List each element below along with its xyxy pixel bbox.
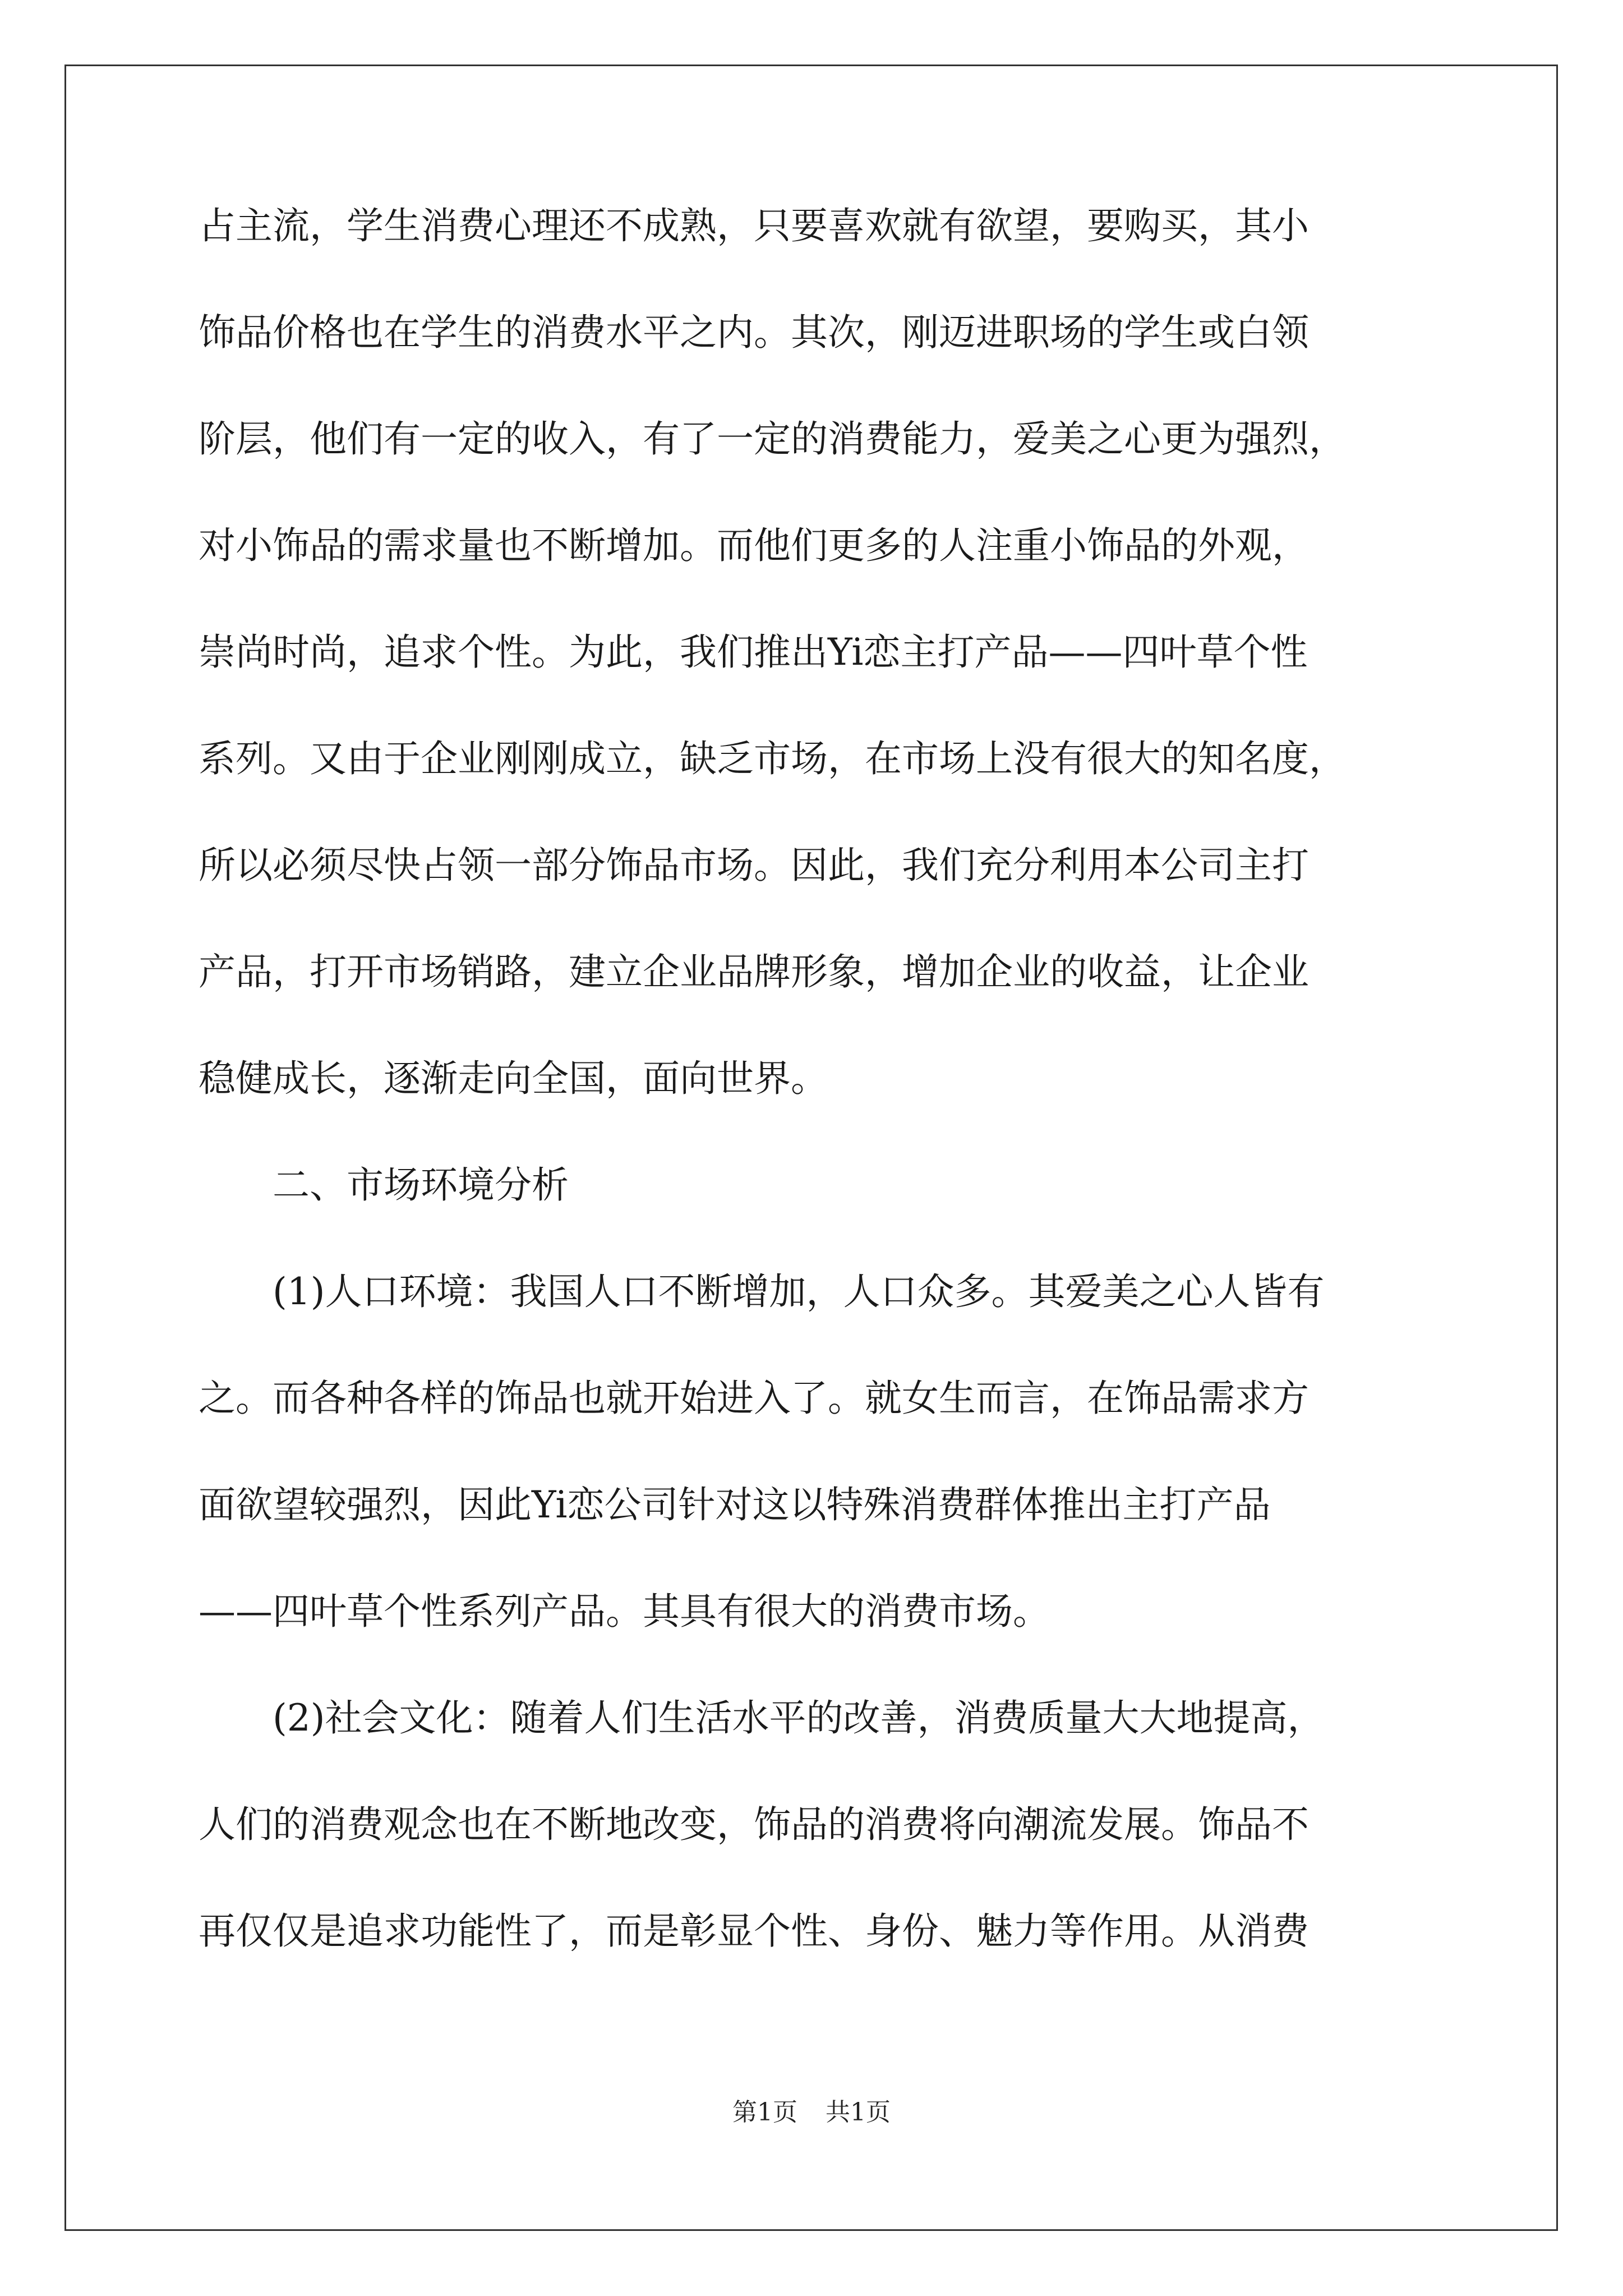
page-total: 共1页 (826, 2098, 891, 2127)
text-line: (1)人口环境：我国人口不断增加，人口众多。其爱美之心人皆有 (273, 1270, 1325, 1313)
text-line: 阶层，他们有一定的收入，有了一定的消费能力，爱美之心更为强烈， (199, 417, 1346, 461)
text-line: 再仅仅是追求功能性了，而是彰显个性、身份、魅力等作用。从消费 (199, 1910, 1309, 1953)
text-line: 崇尚时尚，追求个性。为此，我们推出Yi恋主打产品——四叶草个性 (199, 631, 1308, 674)
text-line: 之。而各种各样的饰品也就开始进入了。就女生而言，在饰品需求方 (199, 1377, 1309, 1420)
section-heading: 二、市场环境分析 (273, 1163, 569, 1207)
page-border (64, 65, 1558, 2231)
text-line: 占主流，学生消费心理还不成熟，只要喜欢就有欲望，要购买，其小 (199, 204, 1309, 247)
text-line: 人们的消费观念也在不断地改变，饰品的消费将向潮流发展。饰品不 (199, 1803, 1309, 1846)
text-line: 对小饰品的需求量也不断增加。而他们更多的人注重小饰品的外观， (199, 524, 1309, 567)
text-line: (2)社会文化：随着人们生活水平的改善，消费质量大大地提高， (273, 1696, 1325, 1740)
page-footer (0, 2097, 1623, 2128)
text-line: ——四叶草个性系列产品。其具有很大的消费市场。 (199, 1590, 1050, 1633)
text-line: 饰品价格也在学生的消费水平之内。其次，刚迈进职场的学生或白领 (199, 311, 1309, 354)
page-number: 第1页 (732, 2098, 797, 2127)
text-line: 面欲望较强烈，因此Yi恋公司针对这以特殊消费群体推出主打产品 (199, 1483, 1271, 1526)
text-line: 产品，打开市场销路，建立企业品牌形象，增加企业的收益，让企业 (199, 950, 1309, 993)
text-line: 稳健成长，逐渐走向全国，面向世界。 (199, 1057, 828, 1100)
text-line: 系列。又由于企业刚刚成立，缺乏市场，在市场上没有很大的知名度， (199, 737, 1346, 780)
text-line: 所以必须尽快占领一部分饰品市场。因此，我们充分利用本公司主打 (199, 844, 1309, 887)
